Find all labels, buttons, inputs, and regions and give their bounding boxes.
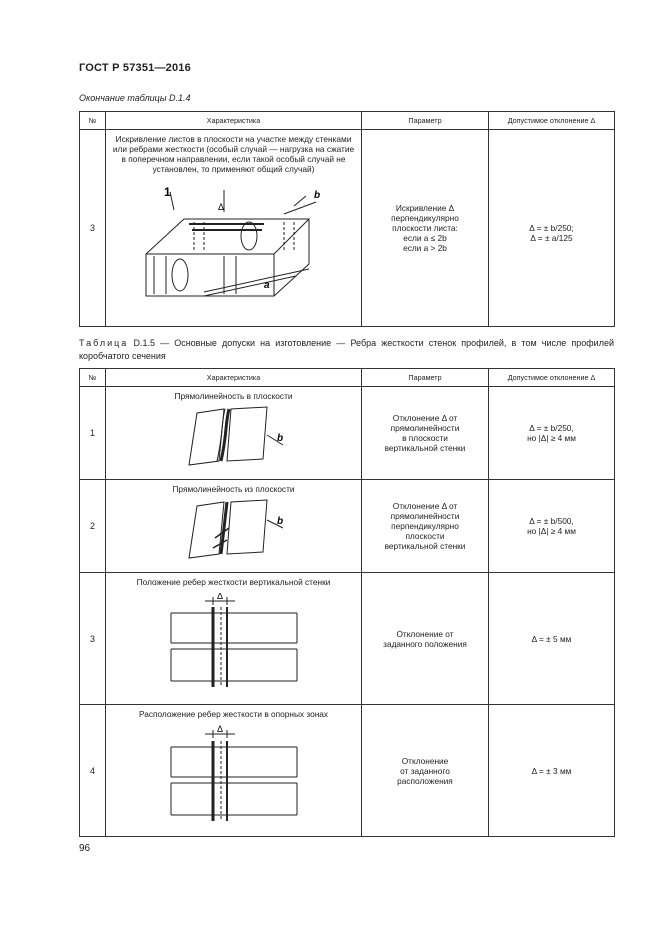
figure-label-b: b (276, 516, 283, 527)
table-d15 (79, 368, 615, 837)
parameter-line: заданного положения (383, 638, 467, 649)
parameter-line: вертикальной стенки (384, 541, 466, 551)
parameter-cell (362, 705, 489, 837)
tolerance-cell (489, 573, 615, 705)
tolerance-cell (489, 705, 615, 837)
col-header-num: № (80, 369, 106, 387)
tolerance-line: Δ = ± b/500, (529, 516, 574, 526)
parameter-cell (362, 573, 489, 705)
parameter-line: если a > 2b (403, 243, 447, 253)
characteristic-text: Искривление листов в плоскости на участке между стенками или ребрами жесткости (особый случай — нагрузка на сжатие в поперечном направлении, если такой особый случай не установлен, то применяют общий случай) (112, 134, 355, 174)
parameter-line: вертикальной стенки (384, 443, 466, 453)
tolerance-line: Δ = ± 5 мм (531, 633, 572, 644)
figure-label-delta: Δ (216, 593, 223, 601)
stiffener-position-figure (169, 593, 299, 693)
caption-prefix: Таблица (79, 338, 129, 348)
table-row (80, 573, 615, 705)
parameter-line: Отклонение от (396, 628, 454, 639)
col-header-tolerance: Допустимое отклонение Δ (489, 369, 615, 387)
table-continuation-label: Окончание таблицы D.1.4 (79, 93, 191, 103)
figure-label-b: b (313, 190, 320, 201)
row-number: 1 (80, 387, 106, 480)
tolerance-line: но |Δ| ≥ 4 мм (527, 526, 576, 536)
caption-text: D.1.5 — Основные допуски на изготовление — Ребра жесткости стенок профилей, в том числе профилей коробчатого сечения (79, 338, 614, 361)
tolerance-line: Δ = ± b/250, (529, 423, 574, 433)
table-row (80, 130, 615, 327)
parameter-cell (362, 480, 489, 573)
col-header-num: № (80, 112, 106, 130)
parameter-line: в плоскости (402, 433, 448, 443)
col-header-characteristic: Характеристика (106, 112, 362, 130)
col-header-parameter: Параметр (362, 369, 489, 387)
in-plane-straightness-figure (179, 405, 289, 467)
parameter-line: расположения (397, 775, 453, 786)
parameter-line: перпендикулярно (391, 521, 459, 531)
characteristic-text: Прямолинейность из плоскости (172, 484, 295, 494)
parameter-line: Отклонение Δ от (392, 501, 458, 511)
figure-label-a: a (263, 280, 270, 291)
row-number: 3 (80, 130, 106, 327)
parameter-line: Отклонение Δ от (392, 413, 458, 423)
table-row (80, 387, 615, 480)
page-number: 96 (79, 843, 91, 854)
table-row (80, 705, 615, 837)
parameter-line: плоскости (405, 531, 445, 541)
tolerance-line: Δ = ± 3 мм (531, 765, 572, 776)
tolerance-line: Δ = ± b/250; (529, 223, 574, 233)
figure-label-delta: Δ (217, 202, 224, 212)
parameter-line: прямолинейности (390, 423, 460, 433)
tolerance-cell (489, 480, 615, 573)
tolerance-cell (489, 387, 615, 480)
row-number: 2 (80, 480, 106, 573)
characteristic-cell (106, 480, 362, 573)
table-row (80, 480, 615, 573)
table-header-row (80, 369, 615, 387)
table-d14-end (79, 111, 615, 327)
row-number: 3 (80, 573, 106, 705)
col-header-characteristic: Характеристика (106, 369, 362, 387)
characteristic-text: Положение ребер жесткости вертикальной стенки (136, 577, 331, 587)
tolerance-line: но |Δ| ≥ 4 мм (527, 433, 576, 443)
out-of-plane-straightness-figure (179, 498, 289, 560)
parameter-line: Отклонение (401, 755, 449, 766)
tolerance-cell (489, 130, 615, 327)
table-header-row (80, 112, 615, 130)
col-header-tolerance: Допустимое отклонение Δ (489, 112, 615, 130)
parameter-line: Искривление Δ (395, 203, 455, 213)
row-number: 4 (80, 705, 106, 837)
figure-label-1: 1 (163, 185, 171, 199)
figure-label-b: b (276, 433, 283, 444)
document-code: ГОСТ Р 57351—2016 (79, 62, 191, 74)
table-caption (79, 337, 614, 363)
parameter-line: плоскости листа: (392, 223, 458, 233)
parameter-cell (362, 387, 489, 480)
sheet-curvature-box-figure (134, 184, 334, 304)
tolerance-line: Δ = ± a/125 (530, 233, 573, 243)
figure-label-delta: Δ (216, 725, 223, 734)
parameter-line: если a ≤ 2b (403, 233, 447, 243)
characteristic-text: Прямолинейность в плоскости (174, 391, 293, 401)
parameter-line: прямолинейности (390, 511, 460, 521)
parameter-cell (362, 130, 489, 327)
characteristic-cell (106, 705, 362, 837)
parameter-line: от заданного (400, 765, 450, 776)
characteristic-cell (106, 387, 362, 480)
col-header-parameter: Параметр (362, 112, 489, 130)
parameter-line: перпендикулярно (391, 213, 459, 223)
characteristic-text: Расположение ребер жесткости в опорных зонах (138, 709, 329, 719)
characteristic-cell (106, 130, 362, 327)
characteristic-cell (106, 573, 362, 705)
support-stiffener-position-figure (169, 725, 299, 825)
